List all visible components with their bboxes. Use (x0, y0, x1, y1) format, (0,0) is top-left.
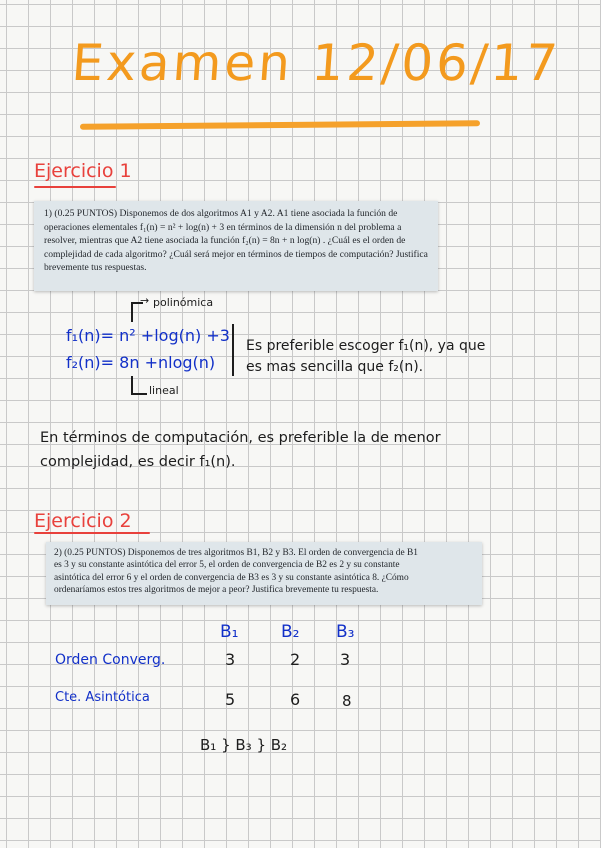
statement-line: asintótica del error 6 y el orden de convergencia de B3 es 3 y su constante asintótica 8. ¿Cómo (54, 572, 409, 583)
row-label-constante: Cte. Asintótica (55, 690, 150, 705)
title-underline (80, 120, 480, 129)
exercise-2-underline (34, 532, 150, 534)
conclusion-line-1: En términos de computación, es preferible la de menor (40, 430, 441, 446)
statement-line: complejidad de cada algoritmo? ¿Cuál será mejor en términos de tiempos de computación? Justifica (44, 248, 428, 260)
exercise-1-heading: Ejercicio 1 (34, 160, 132, 182)
cell-value: 8 (342, 692, 352, 710)
arrow-icon: → (140, 294, 150, 307)
ranking-result: B₁ } B₃ } B₂ (200, 736, 288, 754)
statement-line: es 3 y su constante asintótica del error 5, el orden de convergencia de B2 es 2 y su constante (54, 560, 400, 571)
column-header-b1: B₁ (220, 622, 239, 642)
cell-value: 3 (340, 650, 351, 669)
statement-line: operaciones elementales f₁(n) = n² + log(n) + 3 en términos de la dimensión n del problema a (44, 221, 402, 233)
page-title: Examen 12/06/17 (69, 34, 563, 92)
statement-line: 1) (0.25 PUNTOS) Disponemos de dos algoritmos A1 y A2. A1 tiene asociada la función de (44, 208, 398, 219)
statement-line: resolver, mientras que A2 tiene asociada la función f₂(n) = 8n + n log(n) . ¿Cuál es el orden de (44, 235, 406, 247)
polynomial-label: polinómica (153, 296, 214, 309)
cell-value: 6 (290, 690, 301, 709)
column-header-b3: B₃ (336, 622, 355, 642)
note-line-2: es mas sencilla que f₂(n). (246, 359, 424, 375)
exercise-2-statement (46, 542, 482, 605)
conclusion-line-2: complejidad, es decir f₁(n). (40, 454, 236, 470)
exercise-1-underline (34, 186, 116, 188)
row-label-orden: Orden Converg. (55, 652, 166, 668)
cell-value: 2 (290, 650, 301, 669)
arrow-bottom-line (131, 393, 147, 395)
statement-line: brevemente tus respuestas. (44, 262, 147, 274)
statement-line: ordenaríamos estos tres algoritmos de mejor a peor? Justifica brevemente tu respuesta. (54, 585, 379, 596)
cell-value: 3 (225, 650, 236, 669)
arrow-up-line (131, 302, 133, 322)
f2-formula: f₂(n)= 8n +nlog(n) (66, 353, 216, 372)
f1-formula: f₁(n)= n² +log(n) +3 (66, 326, 230, 345)
linear-label: lineal (149, 384, 179, 397)
statement-line: 2) (0.25 PUNTOS) Disponemos de tres algoritmos B1, B2 y B3. El orden de convergencia de B1 (54, 548, 418, 558)
cell-value: 5 (225, 690, 236, 709)
brace (232, 324, 234, 376)
exercise-1-statement (34, 201, 438, 291)
exercise-2-heading: Ejercicio 2 (34, 510, 132, 532)
note-line-1: Es preferible escoger f₁(n), ya que (246, 338, 486, 354)
column-header-b2: B₂ (281, 622, 300, 642)
